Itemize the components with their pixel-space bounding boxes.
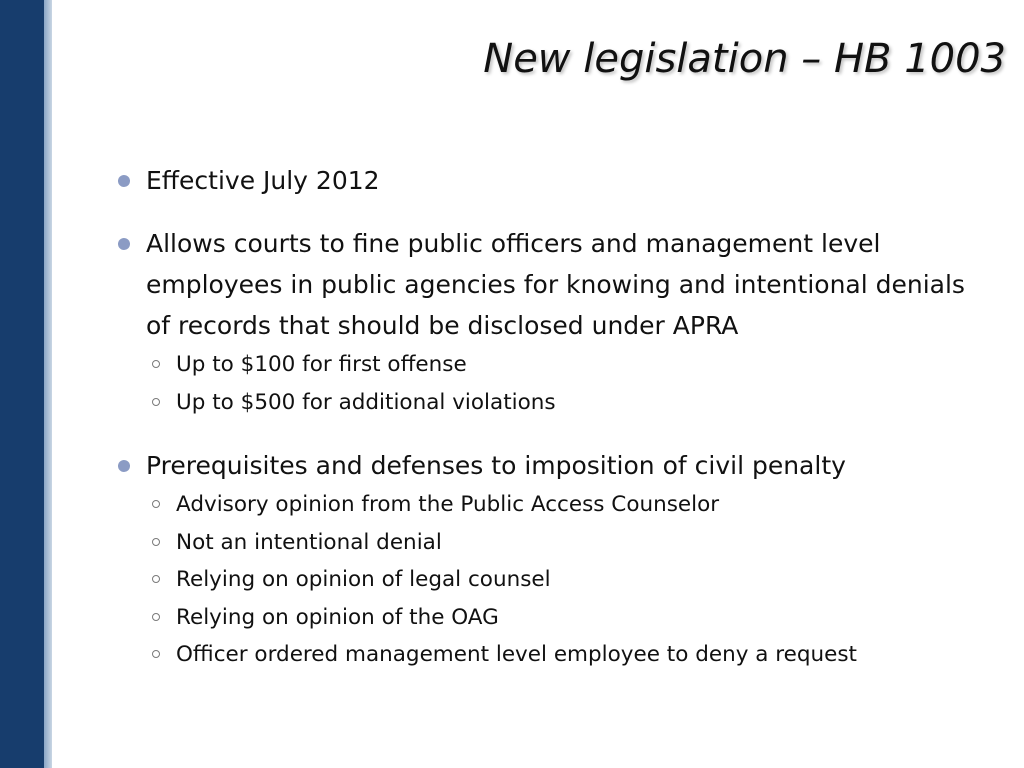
bullet-dot-icon	[118, 238, 130, 250]
sub-bullet-text: Relying on opinion of legal counsel	[176, 567, 551, 592]
sub-bullet-text: Advisory opinion from the Public Access Counselor	[176, 492, 720, 517]
bullet-3	[114, 445, 994, 486]
bullet-2	[114, 223, 994, 346]
sub-bullet-text: Up to $100 for first offense	[176, 352, 467, 377]
bullet-text: Prerequisites and defenses to imposition of civil penalty	[146, 451, 846, 480]
sub-bullet	[114, 346, 994, 384]
sub-bullet	[114, 561, 994, 599]
slide-content	[114, 160, 994, 674]
left-sidebar-stripe	[44, 0, 52, 768]
sub-bullet	[114, 524, 994, 562]
sub-bullet-ring-icon	[152, 360, 160, 368]
bullet-text: Allows courts to fine public officers and management level employees in public agencies for knowing and intentional denials of records that should be disclosed under APRA	[146, 229, 965, 340]
sub-bullet-ring-icon	[152, 538, 160, 546]
sub-bullet-ring-icon	[152, 500, 160, 508]
sub-bullet	[114, 384, 994, 422]
sub-bullet-text: Relying on opinion of the OAG	[176, 604, 499, 630]
sub-bullet	[114, 486, 994, 524]
sub-bullet	[114, 636, 994, 674]
slide-title: New legislation – HB 1003	[483, 36, 1006, 82]
sub-bullet-text: Not an intentional denial	[176, 529, 442, 555]
sub-bullet	[114, 599, 994, 637]
bullet-dot-icon	[118, 460, 130, 472]
bullet-dot-icon	[118, 175, 130, 187]
sub-bullet-ring-icon	[152, 613, 160, 621]
sub-bullet-ring-icon	[152, 575, 160, 583]
bullet-text: Effective July 2012	[146, 166, 380, 195]
sub-bullet-text: Up to $500 for additional violations	[176, 389, 556, 415]
sub-bullet-ring-icon	[152, 398, 160, 406]
bullet-1	[114, 160, 994, 201]
left-sidebar-bar	[0, 0, 44, 768]
sub-bullet-ring-icon	[152, 650, 160, 658]
sub-bullet-text: Officer ordered management level employee to deny a request	[176, 642, 857, 667]
